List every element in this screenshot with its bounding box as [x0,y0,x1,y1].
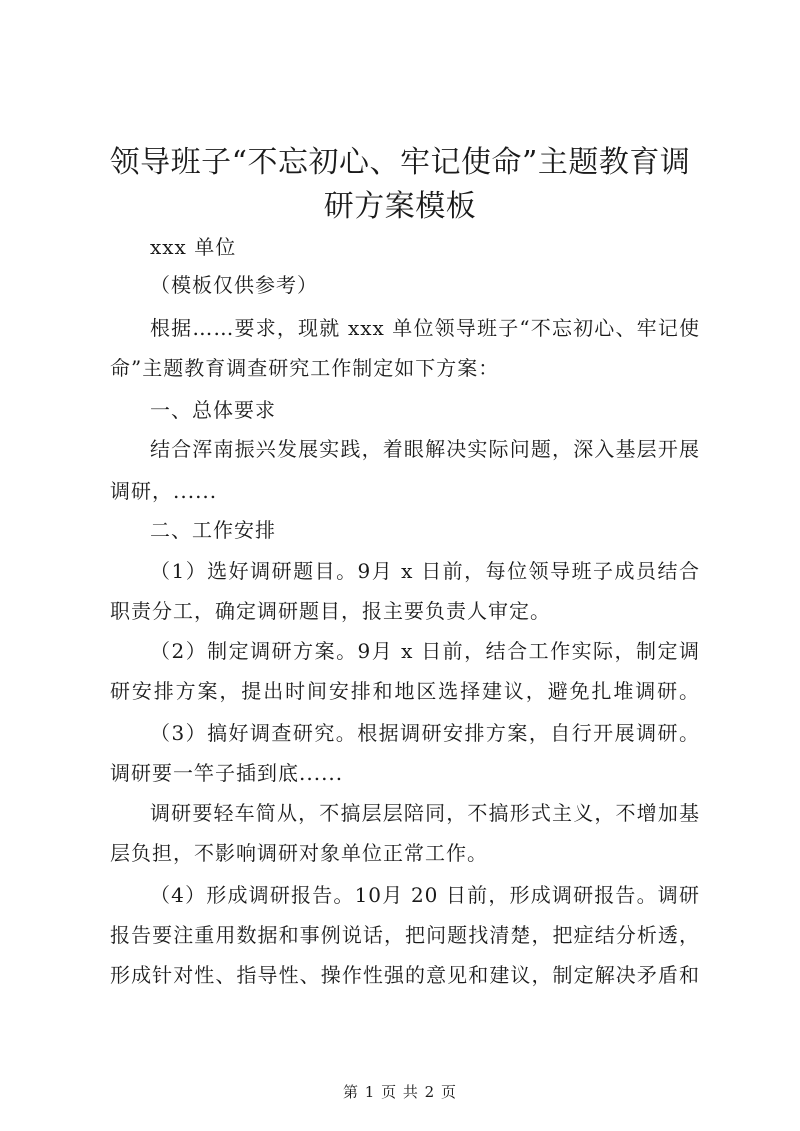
paragraph-line: 报告要注重用数据和事例说话，把问题找清楚，把症结分析透， [110,923,700,947]
paragraph-line: （4）形成调研报告。10月 20 日前，形成调研报告。调研 [150,883,700,907]
unit-name: xxx 单位 [150,235,237,259]
paragraph-line: （3）搞好调查研究。根据调研安排方案，自行开展调研。 [150,721,700,745]
document-title-line-1: 领导班子“不忘初心、牢记使命”主题教育调 [109,145,691,180]
paragraph-line: 调研要轻车简从，不搞层层陪同，不搞形式主义，不增加基 [150,801,700,825]
paragraph-line: 研安排方案，提出时间安排和地区选择建议，避免扎堆调研。 [110,679,700,703]
template-note: （模板仅供参考） [150,273,318,297]
paragraph-line: 命”主题教育调查研究工作制定如下方案： [110,356,500,380]
paragraph-line: 结合浑南振兴发展实践，着眼解决实际问题，深入基层开展 [150,437,700,461]
paragraph-line: 职责分工，确定调研题目，报主要负责人审定。 [110,599,551,623]
paragraph-line: （1）选好调研题目。9月 x 日前，每位领导班子成员结合 [150,559,700,583]
paragraph-line: 层负担，不影响调研对象单位正常工作。 [110,841,488,865]
paragraph-line: 根据……要求，现就 xxx 单位领导班子“不忘初心、牢记使 [150,316,700,340]
document-title-line-2: 研方案模板 [323,189,477,224]
paragraph-line: 形成针对性、指导性、操作性强的意见和建议，制定解决矛盾和 [110,963,700,987]
paragraph-line: 调研，...... [110,479,218,503]
section-heading: 一、总体要求 [150,398,276,422]
paragraph-line: 调研要一竿子插到底...... [110,761,344,785]
section-heading: 二、工作安排 [150,518,276,542]
page-footer: 第 1 页 共 2 页 [343,1083,457,1101]
paragraph-line: （2）制定调研方案。9月 x 日前，结合工作实际，制定调 [150,639,700,663]
